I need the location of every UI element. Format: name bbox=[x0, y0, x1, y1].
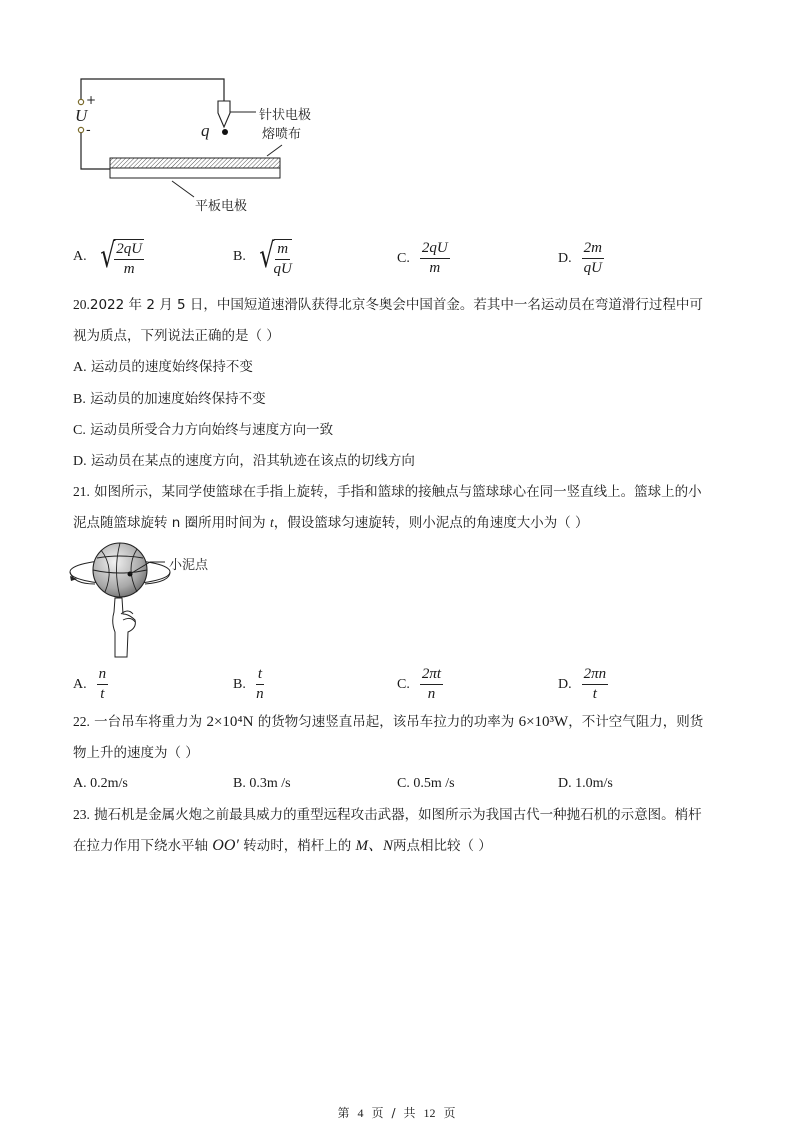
plate-electrode-label: 平板电极 bbox=[195, 199, 248, 214]
q22-stem-line1: 22. 一台吊车将重力为 2×10⁴N 的货物匀速竖直吊起，该吊车拉力的功率为 6×10³W，不计空气阻力，则货 bbox=[73, 714, 704, 730]
q20-option-c[interactable]: C. 运动员所受合力方向始终与速度方向一致 bbox=[73, 422, 334, 438]
electrode-circuit-figure bbox=[60, 75, 360, 220]
weight-value: 2×10⁴N bbox=[206, 714, 254, 730]
total-pages: 12 bbox=[423, 1106, 436, 1120]
q21-option-b[interactable]: B. $\frac{t}{n}$ bbox=[233, 666, 264, 702]
axis-label: OO′ bbox=[212, 837, 239, 854]
current-page: 4 bbox=[357, 1106, 364, 1120]
q19-option-d[interactable] bbox=[558, 240, 604, 277]
q22-option-b[interactable]: B. 0.3m /s bbox=[233, 776, 291, 791]
q22-option-d[interactable]: D. 1.0m/s bbox=[558, 776, 613, 791]
q21-stem-line2: 泥点随篮球旋转 n 圈所用时间为 t，假设篮球匀速旋转，则小泥点的角速度大小为（ ） bbox=[73, 515, 589, 531]
sqrt-expression: √ $\frac{2qU}{m}$ bbox=[99, 236, 143, 277]
q21-option-d[interactable]: D. $\frac{2\pi n}{t}$ bbox=[558, 666, 607, 702]
melt-blown-cloth-label: 熔喷布 bbox=[262, 127, 302, 142]
option-label: B. bbox=[233, 249, 246, 264]
q21-option-a[interactable]: A. $\frac{n}{t}$ bbox=[73, 666, 107, 702]
mud-dot-label: 小泥点 bbox=[169, 558, 209, 573]
q20-option-d[interactable]: D. 运动员在某点的速度方向，沿其轨迹在该点的切线方向 bbox=[73, 453, 415, 469]
plus-label: + bbox=[86, 93, 97, 107]
q22-stem-line2: 物上升的速度为（ ） bbox=[73, 745, 199, 761]
needle-electrode-label: 针状电极 bbox=[259, 108, 312, 123]
q20-stem-line2: 视为质点，下列说法正确的是（ ） bbox=[73, 328, 280, 344]
q21-option-c[interactable]: C. $\frac{2\pi t}{n}$ bbox=[397, 666, 442, 702]
basketball-figure bbox=[65, 540, 225, 665]
power-value: 6×10³W bbox=[518, 714, 569, 730]
q20-option-a[interactable]: A. 运动员的速度始终保持不变 bbox=[73, 359, 253, 375]
question-number: 22. bbox=[73, 714, 90, 729]
fraction: $\frac{2\pi n}{t}$ bbox=[583, 666, 607, 702]
charge-label: q bbox=[201, 121, 210, 140]
q22-option-a[interactable]: A. 0.2m/s bbox=[73, 776, 128, 791]
fraction: $\frac{t}{n}$ bbox=[256, 666, 264, 702]
sqrt-expression: √ $\frac{m}{qU}$ bbox=[259, 236, 292, 277]
voltage-label: U bbox=[75, 106, 88, 125]
page-footer: 第 4 页 / 共 12 页 bbox=[337, 1106, 456, 1120]
q23-stem-line1: 23. 抛石机是金属火炮之前最具威力的重型远程攻击武器，如图所示为我国古代一种抛石机的示意图。梢杆 bbox=[73, 807, 702, 823]
option-label: A. bbox=[73, 249, 87, 264]
question-number: 21. bbox=[73, 484, 90, 499]
q21-stem-line1: 21. 如图所示，某同学使篮球在手指上旋转，手指和篮球的接触点与篮球球心在同一竖直线上。篮球上的小 bbox=[73, 484, 702, 500]
fraction: $\frac{2qU}{m}$ bbox=[421, 240, 448, 276]
points-label: M、N bbox=[355, 838, 394, 854]
option-label: C. bbox=[397, 250, 410, 266]
q19-option-c[interactable] bbox=[397, 240, 450, 277]
option-label: D. bbox=[558, 250, 572, 266]
radical-icon: √ bbox=[259, 236, 275, 276]
q23-stem-line2: 在拉力作用下绕水平轴 OO′ 转动时，梢杆上的 M、N两点相比较（ ） bbox=[73, 837, 492, 854]
minus-label: - bbox=[86, 123, 91, 138]
fraction: $\frac{2m}{qU}$ bbox=[583, 240, 602, 276]
question-number: 23. bbox=[73, 807, 90, 822]
q20-option-b[interactable]: B. 运动员的加速度始终保持不变 bbox=[73, 391, 266, 407]
q19-option-a[interactable] bbox=[73, 236, 144, 278]
q20-stem-line1: 20.2022 年 2 月 5 日，中国短道速滑队获得北京冬奥会中国首金。若其中一名运动员在弯道滑行过程中可 bbox=[73, 297, 703, 313]
q22-option-c[interactable]: C. 0.5m /s bbox=[397, 776, 455, 791]
fraction: $\frac{n}{t}$ bbox=[98, 666, 107, 702]
q19-option-b[interactable] bbox=[233, 236, 292, 278]
radical-icon: √ bbox=[99, 236, 116, 276]
fraction: $\frac{2\pi t}{n}$ bbox=[421, 666, 442, 702]
question-number: 20. bbox=[73, 297, 90, 312]
